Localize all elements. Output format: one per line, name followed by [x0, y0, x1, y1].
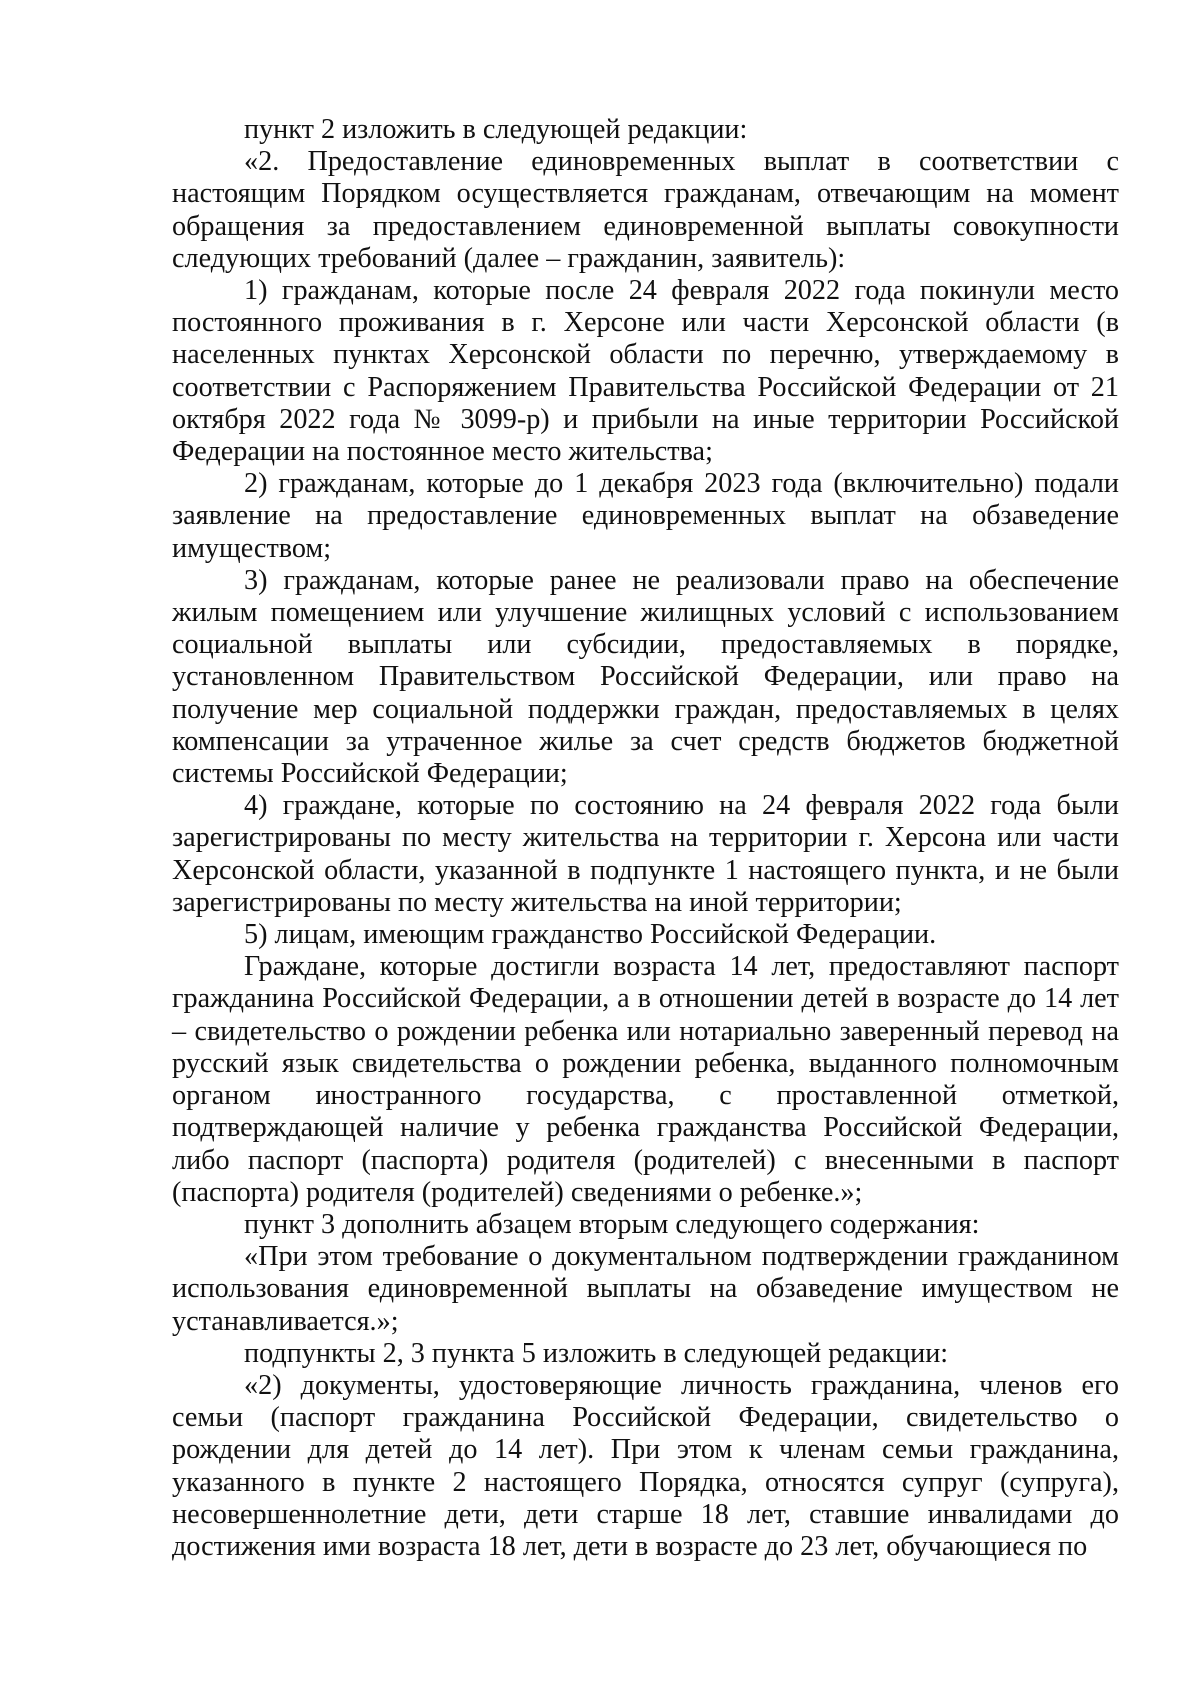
paragraph-amend-clause-2: пункт 2 изложить в следующей редакции:: [244, 114, 748, 145]
paragraph-identity-documents: Граждане, которые достигли возраста 14 лет, предоставляют паспорт гражданина Российской Федерации, а в отношении детей в возрасте до 14 лет – свидетельство о рождении ребенка или нотариально заверенный перевод на русский язык свидетельства о рождении ребенка, выданного полномочным органом иностранного государства, с проставленной отметкой, подтверждающей наличие у ребенка гражданства Российской Федерации, либо паспорт (паспорта) родителя (родителей) с внесенными в паспорт (паспорта) родителя (родителей) сведениями о ребенке.»;: [172, 951, 1119, 1208]
paragraph-requirement-2: 2) гражданам, которые до 1 декабря 2023 года (включительно) подали заявление на предоставление единовременных выплат на обзаведение имуществом;: [172, 468, 1119, 564]
paragraph-requirement-3: 3) гражданам, которые ранее не реализовали право на обеспечение жилым помещением или улучшение жилищных условий с использованием социальной выплаты или субсидии, предоставляемых в порядке, установленном Правительством Российской Федерации, или право на получение мер социальной поддержки граждан, предоставляемых в целях компенсации за утраченное жилье за счет средств бюджетов бюджетной системы Российской Федерации;: [172, 564, 1119, 790]
paragraph-subclause-2-text: «2) документы, удостоверяющие личность гражданина, членов его семьи (паспорт гражданина Российской Федерации, свидетельство о рождении для детей до 14 лет). При этом к членам семьи гражданина, указанного в пункте 2 настоящего Порядка, относятся супруг (супруга), несовершеннолетние дети, дети старше 18 лет, ставшие инвалидами до достижения ими возраста 18 лет, дети в возрасте до 23 лет, обучающиеся по: [172, 1369, 1119, 1562]
paragraph-amend-clause-5: подпункты 2, 3 пункта 5 изложить в следующей редакции:: [244, 1337, 949, 1369]
paragraph-amend-clause-3: пункт 3 дополнить абзацем вторым следующего содержания:: [244, 1208, 980, 1240]
paragraph-clause-3-addition: «При этом требование о документальном подтверждении гражданином использования единовременной выплаты на обзаведение имуществом не устанавливается.»;: [172, 1241, 1119, 1337]
paragraph-clause-2-intro: «2. Предоставление единовременных выплат в соответствии с настоящим Порядком осуществляется гражданам, отвечающим на момент обращения за предоставлением единовременной выплаты совокупности следующих требований (далее – гражданин, заявитель):: [172, 146, 1119, 274]
paragraph-requirement-4: 4) граждане, которые по состоянию на 24 февраля 2022 года были зарегистрированы по месту жительства на территории г. Херсона или части Херсонской области, указанной в подпункте 1 настоящего пункта, и не были зарегистрированы по месту жительства на иной территории;: [172, 790, 1119, 918]
paragraph-requirement-5: 5) лицам, имеющим гражданство Российской Федерации.: [244, 919, 937, 951]
document-page: [172, 114, 1119, 1563]
paragraph-requirement-1: 1) гражданам, которые после 24 февраля 2022 года покинули место постоянного проживания в г. Херсоне или части Херсонской области (в населенных пунктах Херсонской области по перечню, утверждаемому в соответствии с Распоряжением Правительства Российской Федерации от 21 октября 2022 года № 3099-р) и прибыли на иные территории Российской Федерации на постоянное место жительства;: [172, 275, 1119, 468]
